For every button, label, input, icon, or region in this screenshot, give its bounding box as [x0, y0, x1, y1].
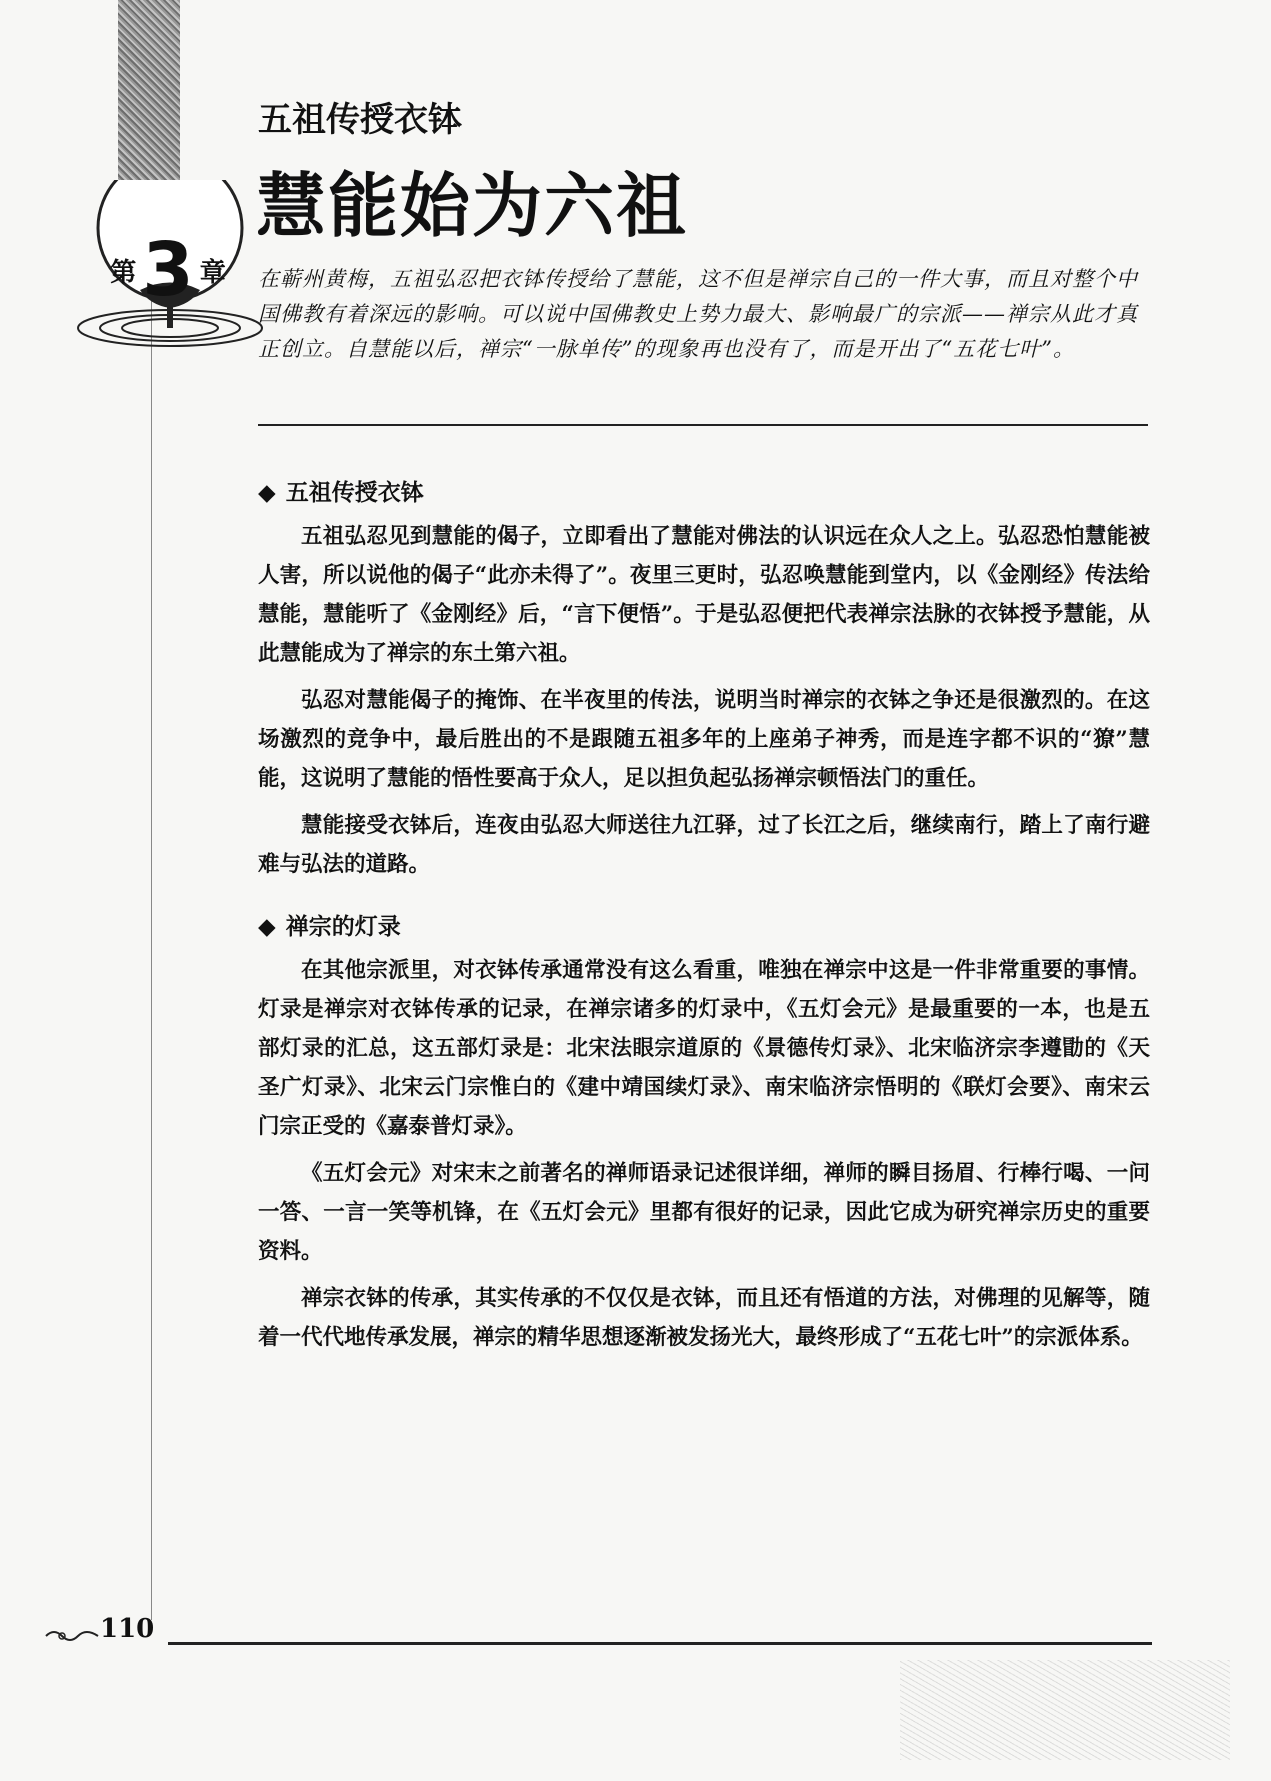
- paragraph: 五祖弘忍见到慧能的偈子，立即看出了慧能对佛法的认识远在众人之上。弘忍恐怕慧能被人害，所以说他的偈子“此亦未得了”。夜里三更时，弘忍唤慧能到堂内，以《金刚经》传法给慧能，慧能听了《金刚经》后，“言下便悟”。于是弘忍便把代表禅宗法脉的衣钵授予慧能，从此慧能成为了禅宗的东土第六祖。: [258, 524, 1150, 666]
- margin-line: [151, 300, 152, 1620]
- diamond-bullet-icon: ◆: [258, 914, 276, 940]
- paragraph: 在其他宗派里，对衣钵传承通常没有这么看重，唯独在禅宗中这是一件非常重要的事情。灯录是禅宗对衣钵传承的记录，在禅宗诸多的灯录中，《五灯会元》是最重要的一本，也是五部灯录的汇总，这五部灯录是：北宋法眼宗道原的《景德传灯录》、北宋临济宗李遵勖的《天圣广灯录》、北宋云门宗惟白的《建中靖国续灯录》、南宋临济宗悟明的《联灯会要》、南宋云门宗正受的《嘉泰普灯录》。: [258, 958, 1150, 1139]
- chapter-intro: 在蕲州黄梅，五祖弘忍把衣钵传授给了慧能，这不但是禅宗自己的一件大事，而且对整个中国佛教有着深远的影响。可以说中国佛教史上势力最大、影响最广的宗派——禅宗从此才真正创立。自慧能以后，禅宗“一脉单传”的现象再也没有了，而是开出了“五花七叶”。: [258, 267, 1138, 361]
- paragraph: 禅宗衣钵的传承，其实传承的不仅仅是衣钵，而且还有悟道的方法，对佛理的见解等，随着一代代地传承发展，禅宗的精华思想逐渐被发扬光大，最终形成了“五花七叶”的宗派体系。: [258, 1286, 1150, 1350]
- paragraph: 慧能接受衣钵后，连夜由弘忍大师送往九江驿，过了长江之后，继续南行，踏上了南行避难与弘法的道路。: [258, 813, 1150, 877]
- chapter-number: 3: [142, 227, 194, 313]
- intro-divider: [258, 424, 1148, 426]
- cloud-ornament-icon: [44, 1628, 100, 1644]
- chapter-title: 慧能始为六祖: [256, 165, 688, 247]
- chapter-badge: [88, 200, 248, 340]
- paragraph: 弘忍对慧能偈子的掩饰、在半夜里的传法，说明当时禅宗的衣钵之争还是很激烈的。在这场激烈的竞争中，最后胜出的不是跟随五祖多年的上座弟子神秀，而是连字都不识的“獠”慧能，这说明了慧能的悟性要高于众人，足以担负起弘扬禅宗顿悟法门的重任。: [258, 688, 1150, 791]
- footer-rule: [168, 1642, 1152, 1645]
- chapter-side-band: [118, 0, 180, 210]
- section-heading: ◆ 五祖传授衣钵: [258, 480, 424, 506]
- section-heading: ◆ 禅宗的灯录: [258, 914, 401, 940]
- chapter-body: [258, 474, 1150, 1365]
- chapter-suffix: 章: [199, 257, 226, 288]
- scan-noise: [900, 1660, 1230, 1760]
- diamond-bullet-icon: ◆: [258, 480, 276, 506]
- chapter-prefix: 第: [110, 257, 137, 288]
- paragraph: 《五灯会元》对宋末之前著名的禅师语录记述很详细，禅师的瞬目扬眉、行棒行喝、一问一答、一言一笑等机锋，在《五灯会元》里都有很好的记录，因此它成为研究禅宗历史的重要资料。: [258, 1161, 1150, 1264]
- chapter-pretitle: 五祖传授衣钵: [258, 100, 462, 140]
- page-number: 110: [100, 1614, 155, 1644]
